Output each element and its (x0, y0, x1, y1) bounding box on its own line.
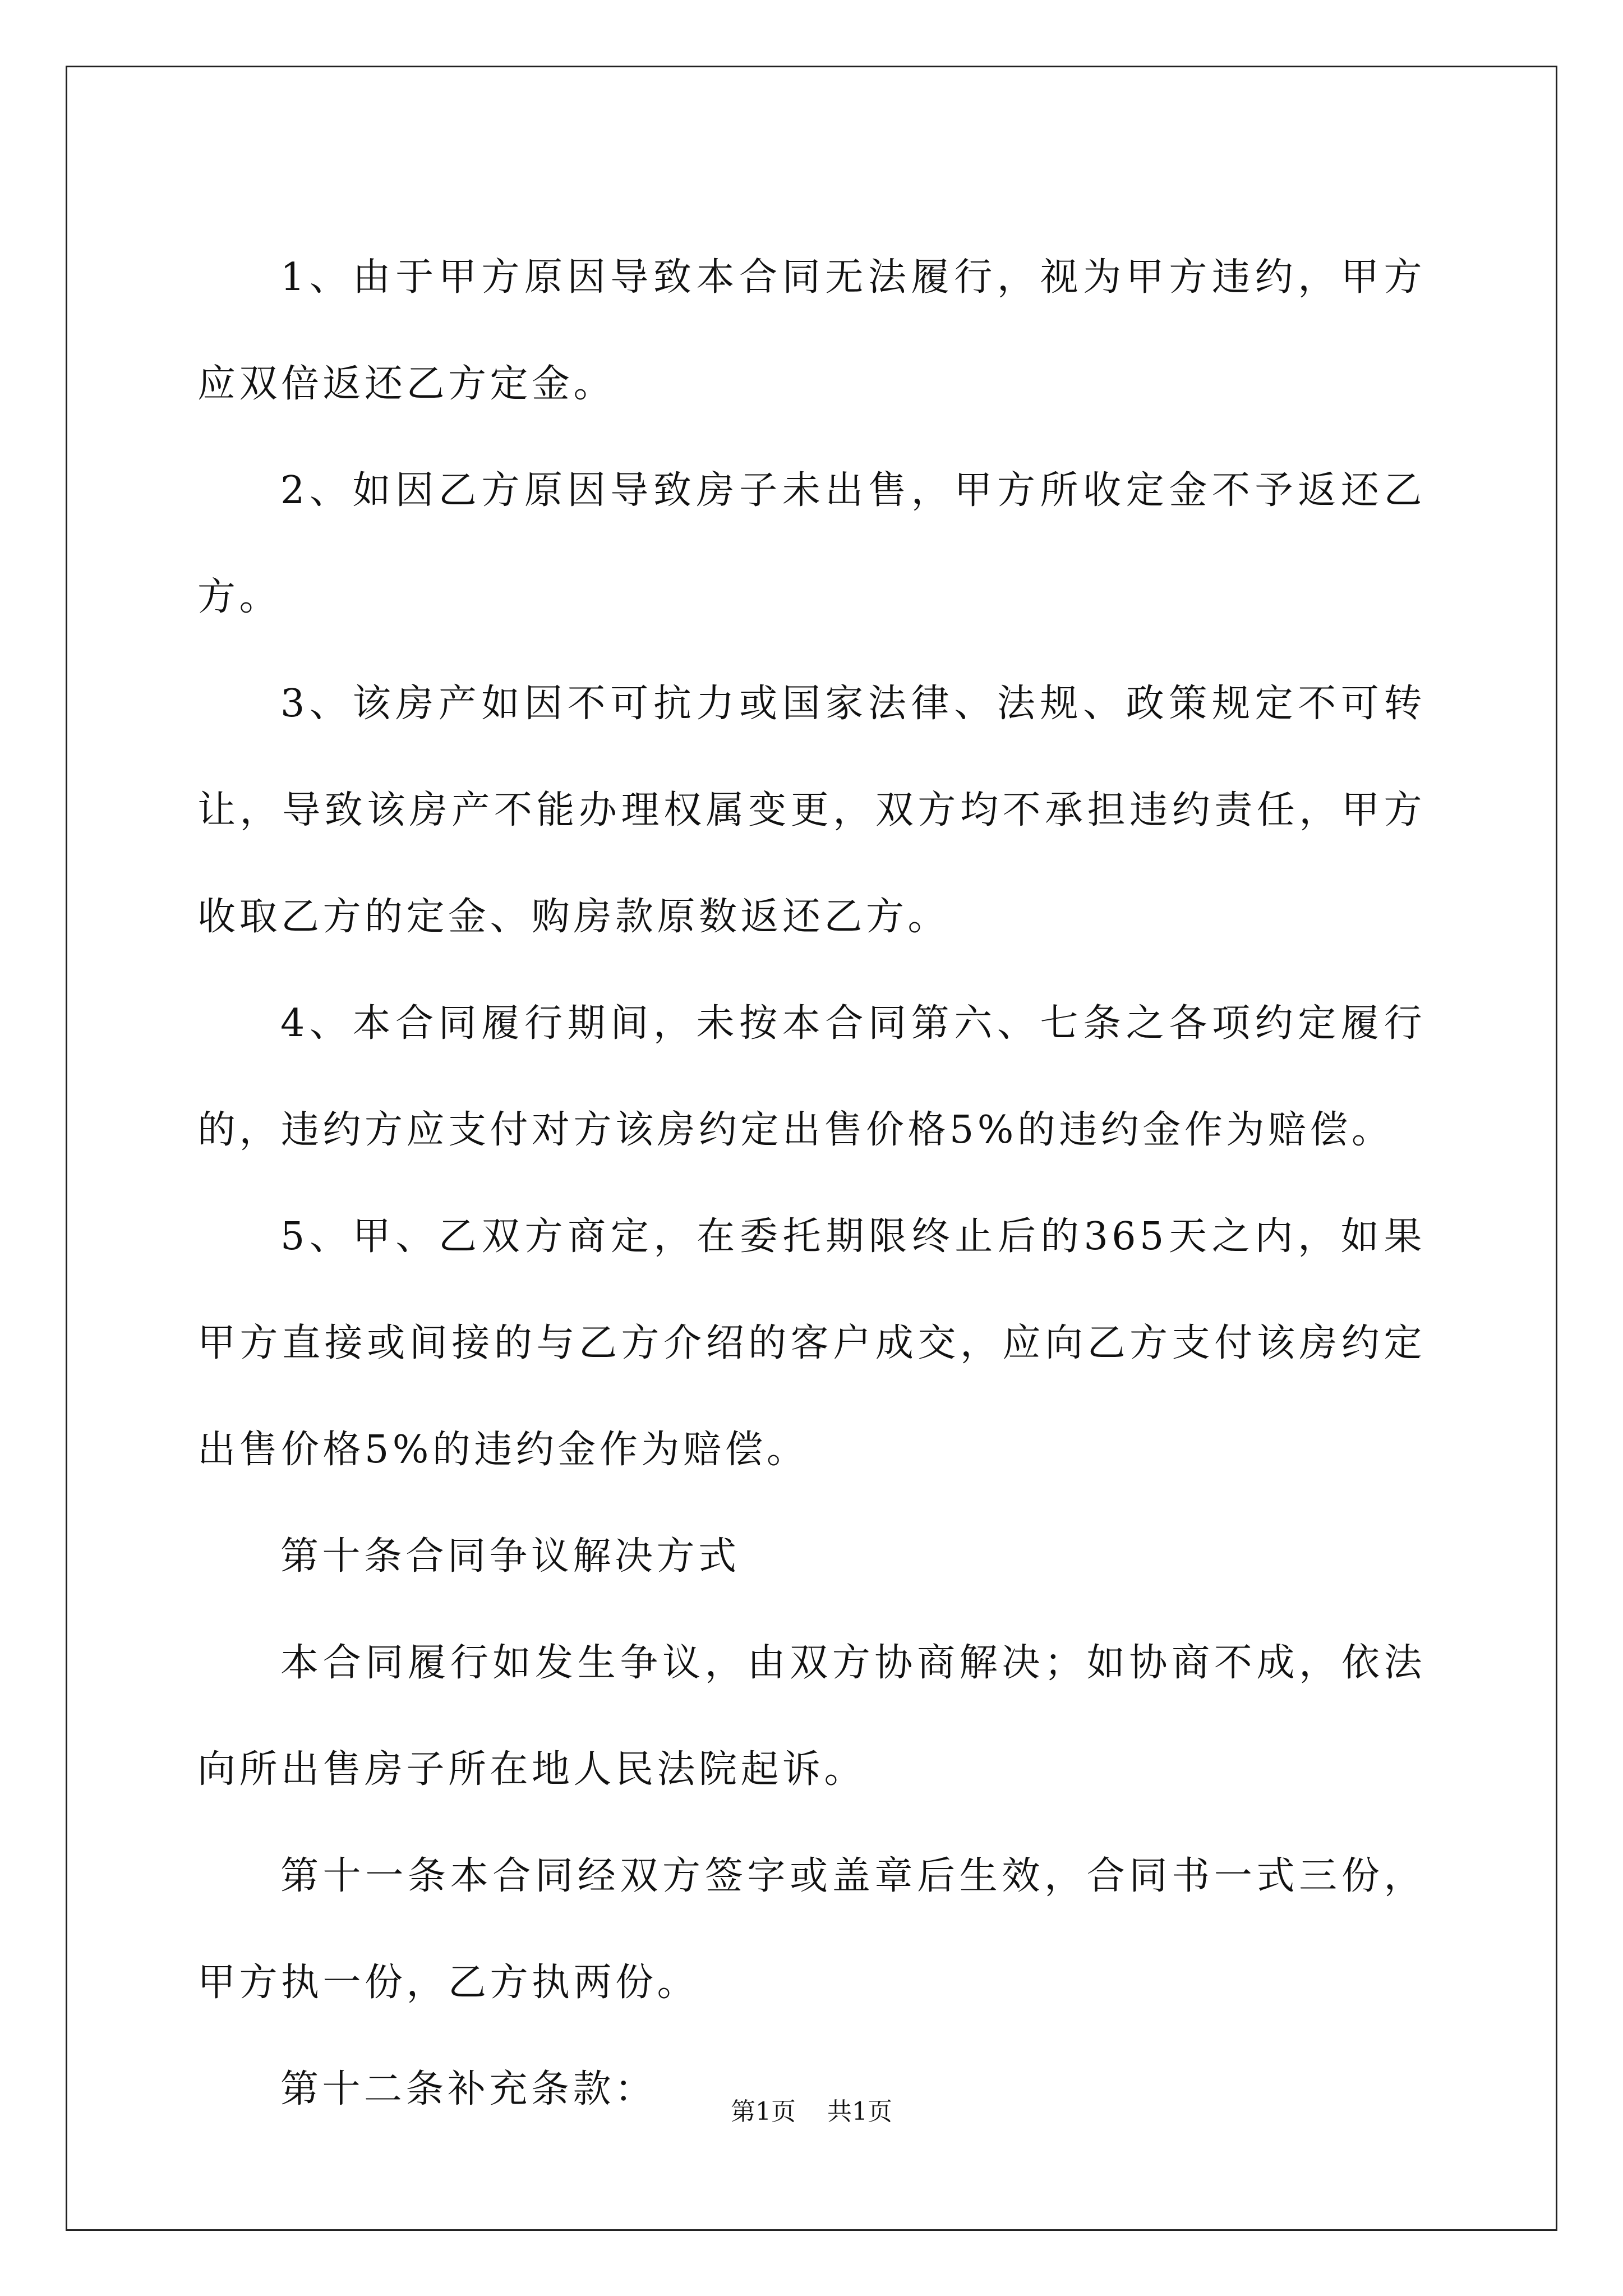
article-12-heading: 第十二条补充条款： (280, 2067, 657, 2111)
document-body (197, 224, 1426, 2143)
article-10-heading: 第十条合同争议解决方式 (280, 1534, 740, 1579)
clause-4: 4、本合同履行期间，未按本合同第六、七条之各项约定履行的，违约方应支付对方该房约定出售价格5%的违约金作为赔偿。 (197, 1001, 1426, 1152)
article-11: 第十一条本合同经双方签字或盖章后生效，合同书一式三份，甲方执一份，乙方执两份。 (197, 1854, 1426, 2005)
clause-2: 2、如因乙方原因导致房子未出售，甲方所收定金不予返还乙方。 (197, 468, 1426, 619)
clause-5: 5、甲、乙双方商定，在委托期限终止后的365天之内，如果甲方直接或间接的与乙方介绍的客户成交，应向乙方支付该房约定出售价格5%的违约金作为赔偿。 (197, 1214, 1426, 1472)
clause-1: 1、由于甲方原因导致本合同无法履行，视为甲方违约，甲方应双倍返还乙方定金。 (197, 255, 1426, 406)
page-number-total: 共1页 (827, 2097, 892, 2126)
article-10-body: 本合同履行如发生争议，由双方协商解决；如协商不成，依法向所出售房子所在地人民法院起诉。 (197, 1641, 1426, 1792)
page-footer (0, 2091, 1623, 2127)
clause-3: 3、该房产如因不可抗力或国家法律、法规、政策规定不可转让，导致该房产不能办理权属变更，双方均不承担违约责任，甲方收取乙方的定金、购房款原数返还乙方。 (197, 682, 1426, 939)
page-number-current: 第1页 (731, 2097, 796, 2126)
